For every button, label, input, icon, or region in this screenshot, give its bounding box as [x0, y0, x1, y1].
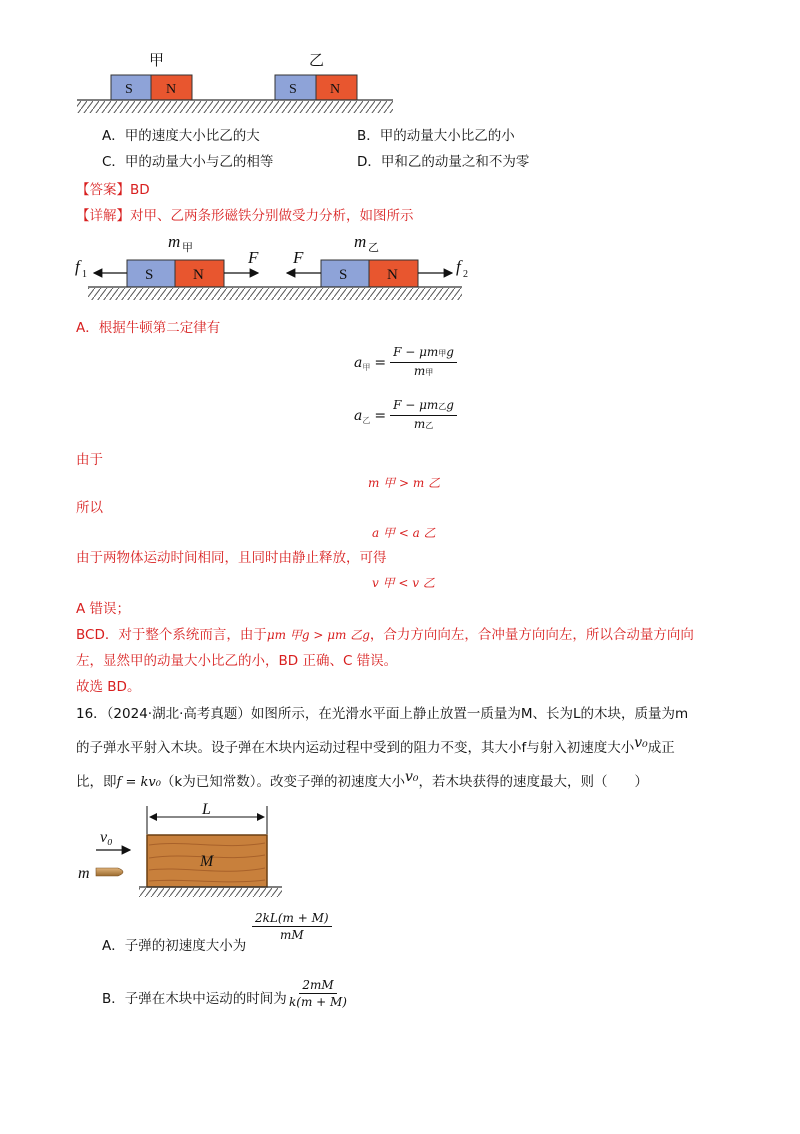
- force-magnet-yi-s-label: S: [339, 267, 348, 283]
- force-magnet-yi-n-label: N: [387, 267, 398, 283]
- so-equation: a 甲 < a 乙: [372, 526, 436, 540]
- block-surface-hatch: [139, 888, 282, 897]
- label-M: M: [200, 853, 214, 870]
- label-f1: f: [75, 257, 80, 276]
- q16-line-2: 的子弹水平射入木块。设子弹在木块内运动过程中受到的阻力不变，其大小f与射入初速度大小v₀成正: [76, 735, 675, 756]
- a-wrong: A 错误；: [76, 601, 131, 617]
- q16-option-a-fraction: $\frac{2kL(m + M)}{mM}$: [252, 911, 332, 942]
- option-b: B．甲的动量大小比乙的小: [357, 128, 515, 144]
- fraction-a-jia: $\frac{\text{F − μm甲g}}{\text{m甲}}$: [390, 345, 457, 380]
- bullet: [96, 868, 123, 876]
- force-surface-hatch: [88, 288, 462, 300]
- label-F-left: F: [293, 248, 304, 267]
- equation-a-yi: a 乙 = $\frac{\text{F − μm乙g}}{\text{m乙}}$: [354, 398, 457, 433]
- fraction-a-yi: $\frac{\text{F − μm乙g}}{\text{m乙}}$: [390, 398, 457, 433]
- q16-option-b-fraction: $\frac{2mM}{k(m + M)}$: [289, 978, 347, 1009]
- bcd-line-1: BCD．对于整个系统而言，由于μm 甲g > μm 乙g，合力方向向左，合冲量方向向左，所以合动量方向向: [76, 627, 694, 643]
- detail-intro: 【详解】对甲、乙两条形磁铁分别做受力分析，如图所示: [76, 208, 414, 224]
- mass-label-yi: m: [354, 232, 367, 251]
- figure-bullet-block: [74, 800, 289, 900]
- option-a: A．甲的速度大小比乙的大: [102, 128, 260, 144]
- label-f2: f: [456, 257, 461, 276]
- q16-option-b: B．子弹在木块中运动的时间为: [102, 991, 287, 1007]
- bcd-line-2: 左，显然甲的动量大小比乙的小，BD 正确、C 错误。: [76, 653, 398, 669]
- figure-magnets-initial: [75, 45, 405, 117]
- velocity-equation: v 甲 < v 乙: [372, 576, 435, 590]
- so-label: 所以: [76, 500, 103, 516]
- option-d: D．甲和乙的动量之和不为零: [357, 154, 530, 170]
- since-label: 由于: [76, 452, 103, 468]
- since-equation: m 甲 > m 乙: [368, 476, 441, 490]
- magnet-jia-n-label: N: [166, 82, 177, 97]
- label-f2-sub: 2: [463, 269, 468, 280]
- mass-label-jia: m: [168, 232, 181, 251]
- label-L: L: [202, 801, 211, 818]
- option-c: C．甲的动量大小与乙的相等: [102, 154, 274, 170]
- choose-answer: 故选 BD。: [76, 679, 141, 695]
- force-magnet-jia-n-label: N: [193, 267, 204, 283]
- figure-force-diagram: [70, 225, 480, 313]
- label-f1-sub: 1: [82, 269, 87, 280]
- label-F-right: F: [248, 248, 259, 267]
- magnet-yi-s-label: S: [289, 82, 297, 97]
- step-a: A．根据牛顿第二定律有: [76, 320, 221, 336]
- q16-option-a: A．子弹的初速度大小为: [102, 938, 247, 954]
- label-m: m: [78, 865, 90, 882]
- magnet-yi-n-label: N: [330, 82, 341, 97]
- mass-label-yi-sub: 乙: [368, 242, 379, 254]
- label-jia: 甲: [149, 53, 165, 69]
- label-yi: 乙: [309, 53, 325, 69]
- time-text: 由于两物体运动时间相同，且同时由静止释放，可得: [76, 550, 387, 566]
- surface-hatch: [77, 101, 393, 113]
- q16-line-1: 16．（2024·湖北·高考真题）如图所示，在光滑水平面上静止放置一质量为M、长为L的木块，质量为m: [76, 706, 689, 722]
- mass-label-jia-sub: 甲: [182, 242, 193, 254]
- label-v0: v₀: [100, 829, 113, 846]
- equation-a-jia: a 甲 = $\frac{\text{F − μm甲g}}{\text{m甲}}$: [354, 345, 457, 380]
- q16-line-3: 比，即f = kv₀（k为已知常数）。改变子弹的初速度大小v₀，若木块获得的速度最大，则（ ）: [76, 769, 649, 790]
- force-magnet-jia-s-label: S: [145, 267, 154, 283]
- answer-line: 【答案】BD: [76, 182, 150, 198]
- magnet-jia-s-label: S: [125, 82, 133, 97]
